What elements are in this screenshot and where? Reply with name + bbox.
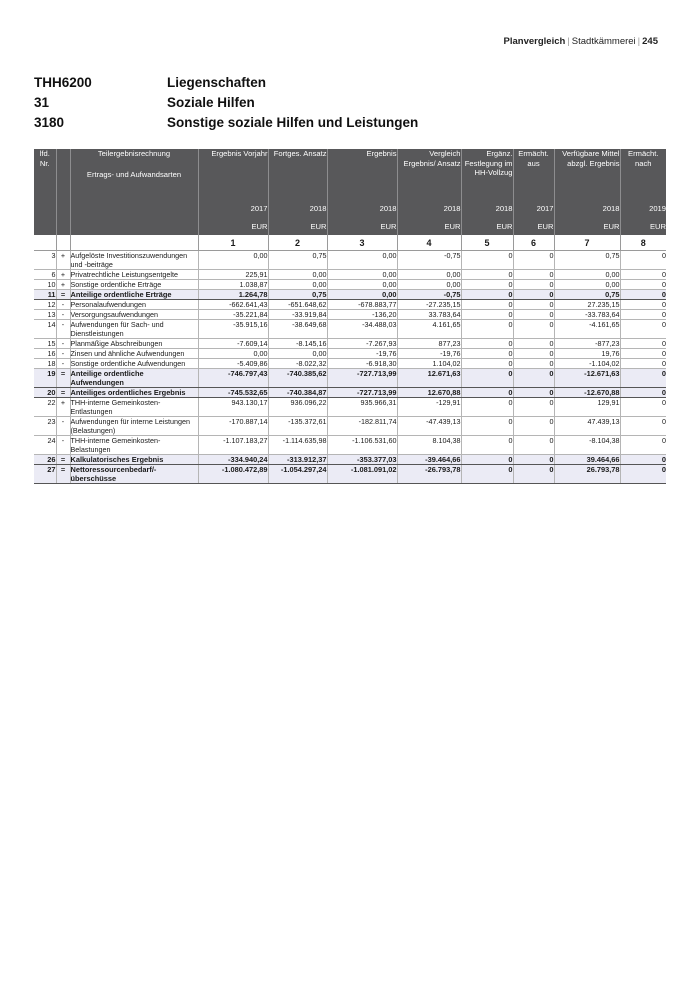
row-label: Aufwendungen für Sach- und Dienstleistungen [70, 320, 198, 339]
row-value: -8.145,16 [268, 339, 327, 349]
col-header-title: Fortges. Ansatz [268, 149, 327, 199]
row-value: 0 [461, 388, 513, 398]
col-header-unit: EUR [198, 219, 268, 235]
col-header-title: Ergebnis Vorjahr [198, 149, 268, 199]
title-code: 3180 [34, 114, 65, 130]
col-number: 3 [327, 235, 397, 251]
row-value: -5.409,86 [198, 359, 268, 369]
row-value: -334.940,24 [198, 455, 268, 465]
op-header [56, 149, 70, 199]
row-value: -727.713,99 [327, 388, 397, 398]
row-value: -4.161,65 [554, 320, 620, 339]
row-value: -136,20 [327, 310, 397, 320]
row-value: -39.464,66 [397, 455, 461, 465]
row-value: 0 [620, 455, 666, 465]
row-number: 6 [34, 270, 56, 280]
row-value: 0 [461, 310, 513, 320]
table-row [34, 388, 666, 398]
row-value: -0,75 [397, 290, 461, 300]
row-value: -1.054.297,24 [268, 465, 327, 484]
col-header-title: Ermächt. aus [513, 149, 554, 199]
row-value: -1.081.091,02 [327, 465, 397, 484]
row-value: -33.919,84 [268, 310, 327, 320]
row-value: 0,00 [268, 270, 327, 280]
col-header-year: 2018 [397, 199, 461, 219]
col-header-year: 2017 [198, 199, 268, 219]
col-header-title: Ermächt. nach [620, 149, 666, 199]
row-value: -35.915,16 [198, 320, 268, 339]
row-value: 0 [513, 300, 554, 310]
col-header-title: Ergebnis [327, 149, 397, 199]
row-operator: + [56, 251, 70, 270]
row-value: 0,00 [554, 270, 620, 280]
row-number: 23 [34, 417, 56, 436]
title-row [34, 92, 418, 112]
table-row [34, 436, 666, 455]
row-value: -33.783,64 [554, 310, 620, 320]
row-value: 0,75 [554, 290, 620, 300]
row-value: 0 [620, 270, 666, 280]
row-value: 877,23 [397, 339, 461, 349]
col-number-cell [56, 235, 70, 251]
row-value: -26.793,78 [397, 465, 461, 484]
title-block [34, 72, 418, 132]
row-operator: = [56, 388, 70, 398]
row-value: 0 [461, 349, 513, 359]
col-header-year: 2018 [554, 199, 620, 219]
label-header-top: Teilergebnisrechnung [97, 149, 171, 158]
title-row [34, 112, 418, 132]
row-label: Planmäßige Abschreibungen [70, 339, 198, 349]
row-value: 0 [620, 290, 666, 300]
row-value: 0,00 [327, 251, 397, 270]
row-operator: = [56, 465, 70, 484]
table-row [34, 455, 666, 465]
row-value: -877,23 [554, 339, 620, 349]
table-row [34, 369, 666, 388]
row-value: 1.038,87 [198, 280, 268, 290]
header-cell [34, 199, 56, 219]
row-value: 0 [461, 436, 513, 455]
header-cell [34, 219, 56, 235]
row-value: -678.883,77 [327, 300, 397, 310]
row-label: THH-interne Gemeinkosten-Entlastungen [70, 398, 198, 417]
col-header-year: 2018 [327, 199, 397, 219]
row-value: -1.104,02 [554, 359, 620, 369]
row-number: 24 [34, 436, 56, 455]
col-header-unit: EUR [397, 219, 461, 235]
page-number: 245 [642, 36, 658, 47]
row-value: -38.649,68 [268, 320, 327, 339]
row-value: 0 [461, 369, 513, 388]
row-value: 0 [620, 310, 666, 320]
row-label: Zinsen und ähnliche Aufwendungen [70, 349, 198, 359]
row-value: 0 [620, 349, 666, 359]
row-label: Aufgelöste Investitionszuwendungen und -beiträge [70, 251, 198, 270]
row-value: 0 [620, 388, 666, 398]
table-row [34, 280, 666, 290]
col-number-cell [34, 235, 56, 251]
row-number: 22 [34, 398, 56, 417]
title-name: Sonstige soziale Hilfen und Leistungen [167, 114, 419, 130]
row-value: 0 [513, 417, 554, 436]
row-label: Versorgungsaufwendungen [70, 310, 198, 320]
row-value: 0,75 [268, 251, 327, 270]
row-label: Personalaufwendungen [70, 300, 198, 310]
table-row [34, 251, 666, 270]
row-value: 0 [513, 339, 554, 349]
row-value: -8.022,32 [268, 359, 327, 369]
row-value: -6.918,30 [327, 359, 397, 369]
row-number: 10 [34, 280, 56, 290]
table-row [34, 290, 666, 300]
row-operator: + [56, 280, 70, 290]
row-value: 8.104,38 [397, 436, 461, 455]
row-label: Sonstige ordentliche Erträge [70, 280, 198, 290]
row-value: -745.532,65 [198, 388, 268, 398]
col-number-cell [70, 235, 198, 251]
table-row [34, 465, 666, 484]
row-operator: - [56, 300, 70, 310]
row-value: 0,00 [554, 280, 620, 290]
row-value: 0 [620, 465, 666, 484]
row-operator: - [56, 417, 70, 436]
col-number: 8 [620, 235, 666, 251]
col-number: 6 [513, 235, 554, 251]
row-value: 0 [461, 465, 513, 484]
row-operator: - [56, 339, 70, 349]
col-header-year: 2019 [620, 199, 666, 219]
row-value: -727.713,99 [327, 369, 397, 388]
row-value: -7.609,14 [198, 339, 268, 349]
row-value: 0 [513, 436, 554, 455]
row-value: 0 [513, 320, 554, 339]
row-operator: + [56, 398, 70, 417]
label-header [70, 149, 198, 199]
table-row [34, 398, 666, 417]
row-value: 0,00 [268, 349, 327, 359]
row-operator: - [56, 320, 70, 339]
row-value: 0,00 [397, 270, 461, 280]
row-operator: - [56, 359, 70, 369]
row-value: 0 [513, 388, 554, 398]
row-value: 1.104,02 [397, 359, 461, 369]
row-label: THH-interne Gemeinkosten-Belastungen [70, 436, 198, 455]
row-operator: + [56, 270, 70, 280]
row-value: 0 [620, 320, 666, 339]
title-name: Liegenschaften [167, 74, 267, 90]
row-number: 20 [34, 388, 56, 398]
row-label: Anteilige ordentliche Erträge [70, 290, 198, 300]
row-value: -8.104,38 [554, 436, 620, 455]
header-cell [70, 199, 198, 219]
table-row [34, 310, 666, 320]
row-value: 0,00 [268, 280, 327, 290]
row-value: 0 [461, 251, 513, 270]
row-operator: - [56, 310, 70, 320]
row-value: -353.377,03 [327, 455, 397, 465]
row-value: 0 [620, 300, 666, 310]
table-row [34, 339, 666, 349]
row-value: 0 [620, 359, 666, 369]
row-value: -651.648,62 [268, 300, 327, 310]
col-number: 5 [461, 235, 513, 251]
row-value: 0,00 [198, 349, 268, 359]
row-number: 11 [34, 290, 56, 300]
title-name: Soziale Hilfen [167, 94, 255, 110]
header-department: Stadtkämmerei [571, 36, 636, 47]
row-number: 26 [34, 455, 56, 465]
col-number: 4 [397, 235, 461, 251]
row-value: 0 [513, 359, 554, 369]
row-value: 0 [620, 398, 666, 417]
row-value: -1.106.531,60 [327, 436, 397, 455]
col-header-unit: EUR [620, 219, 666, 235]
row-number: 15 [34, 339, 56, 349]
row-value: -19,76 [327, 349, 397, 359]
table-row [34, 270, 666, 280]
row-value: -12.671,63 [554, 369, 620, 388]
row-value: -313.912,37 [268, 455, 327, 465]
row-value: 0 [461, 455, 513, 465]
row-value: -1.107.183,27 [198, 436, 268, 455]
row-value: -135.372,61 [268, 417, 327, 436]
row-value: 0,00 [327, 270, 397, 280]
row-value: 12.671,63 [397, 369, 461, 388]
row-value: -7.267,93 [327, 339, 397, 349]
col-header-unit: EUR [268, 219, 327, 235]
row-value: -662.641,43 [198, 300, 268, 310]
col-header-year: 2018 [268, 199, 327, 219]
row-value: 0 [461, 417, 513, 436]
row-number: 13 [34, 310, 56, 320]
row-number: 16 [34, 349, 56, 359]
row-value: 936.096,22 [268, 398, 327, 417]
row-value: 19,76 [554, 349, 620, 359]
row-value: -47.439,13 [397, 417, 461, 436]
row-value: 0,00 [327, 290, 397, 300]
row-value: -1.114.635,98 [268, 436, 327, 455]
row-value: 12.670,88 [397, 388, 461, 398]
row-value: 26.793,78 [554, 465, 620, 484]
row-value: -740.384,87 [268, 388, 327, 398]
row-value: 0 [620, 369, 666, 388]
table-row [34, 320, 666, 339]
row-value: 0 [461, 300, 513, 310]
row-value: -27.235,15 [397, 300, 461, 310]
title-row [34, 72, 418, 92]
nr-header: lfd. Nr. [34, 149, 56, 199]
row-number: 12 [34, 300, 56, 310]
row-value: 27.235,15 [554, 300, 620, 310]
col-header-unit: EUR [461, 219, 513, 235]
row-value: 0 [461, 359, 513, 369]
row-value: 0 [513, 455, 554, 465]
header-cell [56, 219, 70, 235]
col-header-unit: EUR [327, 219, 397, 235]
table-row [34, 349, 666, 359]
row-value: 1.264,78 [198, 290, 268, 300]
row-value: 0 [461, 320, 513, 339]
row-value: 0 [461, 280, 513, 290]
row-value: -746.797,43 [198, 369, 268, 388]
page-header: Planvergleich | Stadtkämmerei | 245 [503, 36, 658, 47]
title-code: THH6200 [34, 74, 92, 90]
header-cell [56, 199, 70, 219]
row-operator: = [56, 369, 70, 388]
col-header-title: Ergänz. Festlegung im HH-Vollzug [461, 149, 513, 199]
row-value: 0 [620, 436, 666, 455]
row-value: 47.439,13 [554, 417, 620, 436]
header-cell [70, 219, 198, 235]
row-value: 0 [513, 310, 554, 320]
row-number: 3 [34, 251, 56, 270]
col-header-year: 2017 [513, 199, 554, 219]
row-number: 18 [34, 359, 56, 369]
row-value: -35.221,84 [198, 310, 268, 320]
row-value: 935.966,31 [327, 398, 397, 417]
title-code: 31 [34, 94, 50, 110]
col-header-unit: EUR [554, 219, 620, 235]
row-value: 0 [513, 270, 554, 280]
row-value: 0 [513, 369, 554, 388]
row-value: -1.080.472,89 [198, 465, 268, 484]
row-value: 0 [461, 290, 513, 300]
row-label: Nettoressourcenbedarf/-überschüsse [70, 465, 198, 484]
row-value: 0 [461, 398, 513, 417]
col-header-title: Verfügbare Mittel abzgl. Ergebnis [554, 149, 620, 199]
row-value: 33.783,64 [397, 310, 461, 320]
row-label: Anteiliges ordentliches Ergebnis [70, 388, 198, 398]
row-value: 0,75 [268, 290, 327, 300]
row-value: 0 [461, 270, 513, 280]
row-value: 0 [620, 251, 666, 270]
label-header-bottom: Ertrags- und Aufwandsarten [86, 169, 182, 179]
row-label: Aufwendungen für interne Leistungen (Belastungen) [70, 417, 198, 436]
table-body [34, 251, 666, 484]
header-section: Planvergleich [503, 36, 566, 47]
row-value: 943.130,17 [198, 398, 268, 417]
row-value: -170.887,14 [198, 417, 268, 436]
table-row [34, 417, 666, 436]
results-table [34, 149, 666, 484]
col-header-unit: EUR [513, 219, 554, 235]
row-value: -12.670,88 [554, 388, 620, 398]
row-value: 0 [620, 417, 666, 436]
col-number: 1 [198, 235, 268, 251]
row-value: -129,91 [397, 398, 461, 417]
col-number: 7 [554, 235, 620, 251]
row-value: 225,91 [198, 270, 268, 280]
row-value: 4.161,65 [397, 320, 461, 339]
row-value: 0 [620, 339, 666, 349]
row-value: -19,76 [397, 349, 461, 359]
row-value: 0 [513, 349, 554, 359]
row-label: Anteilige ordentliche Aufwendungen [70, 369, 198, 388]
row-value: 0,00 [198, 251, 268, 270]
row-value: 0 [513, 290, 554, 300]
row-value: 39.464,66 [554, 455, 620, 465]
row-value: 0 [620, 280, 666, 290]
row-value: -34.488,03 [327, 320, 397, 339]
row-value: 0 [513, 465, 554, 484]
col-header-title: Vergleich Ergebnis/ Ansatz [397, 149, 461, 199]
row-operator: - [56, 436, 70, 455]
row-number: 14 [34, 320, 56, 339]
col-header-year: 2018 [461, 199, 513, 219]
row-value: -0,75 [397, 251, 461, 270]
row-value: 0,75 [554, 251, 620, 270]
row-value: 0,00 [327, 280, 397, 290]
row-value: 0 [513, 251, 554, 270]
row-label: Sonstige ordentliche Aufwendungen [70, 359, 198, 369]
row-operator: = [56, 455, 70, 465]
row-operator: - [56, 349, 70, 359]
row-value: -740.385,62 [268, 369, 327, 388]
row-value: 0 [513, 398, 554, 417]
table-row [34, 359, 666, 369]
row-label: Privatrechtliche Leistungsentgelte [70, 270, 198, 280]
row-number: 19 [34, 369, 56, 388]
row-operator: = [56, 290, 70, 300]
row-value: 0,00 [397, 280, 461, 290]
row-value: 129,91 [554, 398, 620, 417]
row-number: 27 [34, 465, 56, 484]
row-label: Kalkulatorisches Ergebnis [70, 455, 198, 465]
row-value: 0 [461, 339, 513, 349]
col-number: 2 [268, 235, 327, 251]
row-value: 0 [513, 280, 554, 290]
row-value: -182.811,74 [327, 417, 397, 436]
table-row [34, 300, 666, 310]
